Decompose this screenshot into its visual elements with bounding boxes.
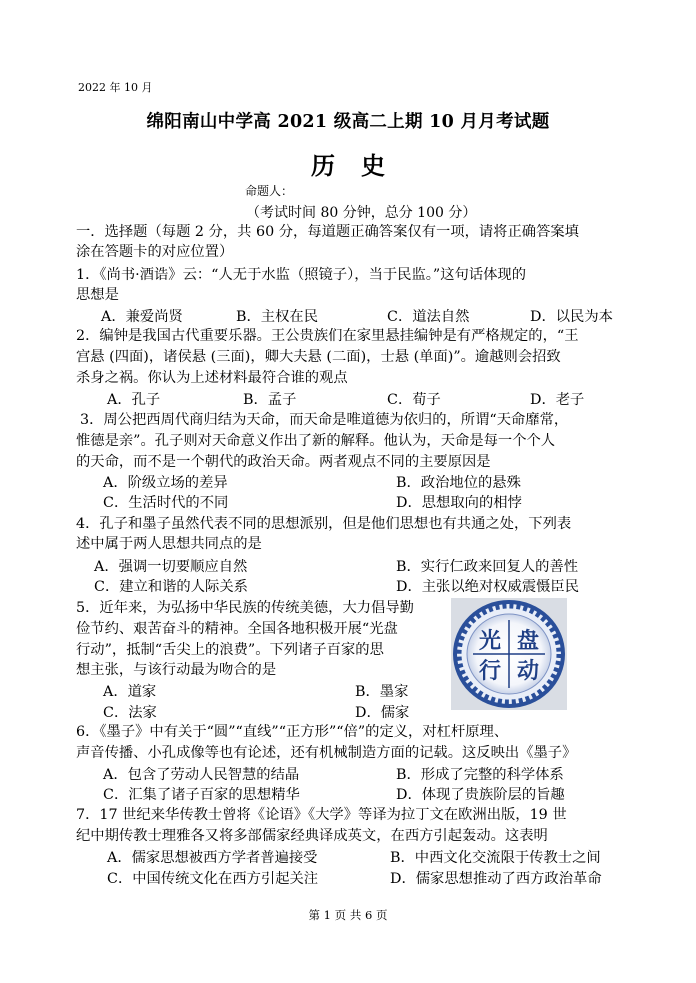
q4-stem-line1: 4．孔子和墨子虽然代表不同的思想派别，但是他们思想也有共通之处，下列表 [76, 516, 572, 532]
q2-stem-line1: 2．编钟是我国古代重要乐器。王公贵族们在家里悬挂编钟是有严格规定的，“王 [76, 328, 579, 344]
plate-char-1: 光 [478, 628, 502, 654]
q4-stem-line2: 述中属于两人思想共同点的是 [76, 536, 262, 552]
q4-option-a: A．强调一切要顺应自然 [94, 559, 248, 575]
q5-stem-line2: 俭节约、艰苦奋斗的精神。全国各地积极开展“光盘 [76, 621, 398, 637]
q5-stem-line4: 想主张，与该行动最为吻合的是 [76, 662, 277, 678]
q6-stem-line2: 声音传播、小孔成像等也有论述，还有机械制造方面的记载。这反映出《墨子》 [76, 745, 577, 761]
plate-char-4: 动 [516, 658, 540, 684]
q1-option-d: D．以民为本 [530, 309, 613, 325]
q7-stem-line2: 纪中期传教士理雅各又将多部儒家经典译成英文，在西方引起轰动。这表明 [76, 828, 548, 844]
q2-stem-line3: 杀身之祸。你认为上述材料最符合谁的观点 [76, 370, 348, 386]
exam-title: 绵阳南山中学高 2021 级高二上期 10 月月考试题 [146, 112, 550, 132]
plate-icon [451, 598, 567, 710]
guangpan-plate-image [451, 598, 567, 710]
q3-option-a: A．阶级立场的差异 [103, 475, 228, 491]
q5-stem-line3: 行动”，抵制“舌尖上的浪费”。下列诸子百家的思 [76, 642, 384, 658]
plate-char-3: 行 [478, 658, 502, 684]
q2-option-b: B．孟子 [243, 392, 297, 408]
q6-option-d: D．体现了贵族阶层的旨趣 [396, 787, 565, 803]
q2-stem-line2: 宫悬 (四面)，诸侯悬 (三面)，卿大夫悬 (二面)，士悬 (单面)”。逾越则会招致 [76, 349, 561, 365]
subject-title: 历史 [311, 151, 411, 180]
q3-option-c: C．生活时代的不同 [103, 495, 229, 511]
q7-option-d: D．儒家思想推动了西方政治革命 [390, 871, 602, 887]
q4-option-d: D．主张以绝对权威震慑臣民 [396, 579, 580, 595]
q5-option-a: A．道家 [103, 684, 157, 700]
q6-stem-line1: 6．《墨子》中有关于“圆”“直线”“正方形”“倍”的定义，对杠杆原理、 [76, 724, 509, 740]
q5-stem-line1: 5．近年来，为弘扬中华民族的传统美德，大力倡导勤 [76, 600, 414, 616]
q5-option-d: D．儒家 [355, 705, 410, 721]
q1-option-c: C．道法自然 [387, 309, 470, 325]
q2-option-c: C．荀子 [387, 392, 441, 408]
q1-stem-line2: 思想是 [76, 287, 119, 303]
q2-option-a: A．孔子 [107, 392, 161, 408]
q6-option-b: B．形成了完整的科学体系 [396, 767, 564, 783]
q3-stem-line3: 的天命，而不是一个朝代的政治天命。两者观点不同的主要原因是 [76, 454, 491, 470]
plate-char-2: 盘 [516, 628, 540, 654]
exam-date: 2022 年 10 月 [78, 81, 153, 94]
q3-stem-line2: 惟德是亲”。孔子则对天命意义作出了新的解释。他认为，天命是每一个个人 [76, 433, 556, 449]
q1-option-b: B．主权在民 [236, 309, 318, 325]
question-setter: 命题人： [245, 184, 294, 198]
q5-option-c: C．法家 [103, 705, 157, 721]
q3-stem-line1: 3．周公把西周代商归结为天命，而天命是唯道德为依归的，所谓“天命靡常， [80, 412, 569, 428]
q6-option-a: A．包含了劳动人民智慧的结晶 [103, 767, 300, 783]
q3-option-b: B．政治地位的悬殊 [396, 475, 521, 491]
q7-stem-line1: 7．17 世纪来华传教士曾将《论语》《大学》等译为拉丁文在欧洲出版，19 世 [76, 807, 567, 823]
q6-option-c: C．汇集了诸子百家的思想精华 [103, 787, 300, 803]
section-heading-line2: 涂在答题卡的对应位置） [76, 244, 234, 260]
section-heading-line1: 一．选择题（每题 2 分，共 60 分，每道题正确答案仅有一项，请将正确答案填 [76, 224, 579, 240]
q7-option-b: B．中西文化交流限于传教士之间 [390, 850, 601, 866]
q5-option-b: B．墨家 [355, 684, 409, 700]
q4-option-b: B．实行仁政来回复人的善性 [396, 559, 579, 575]
q1-option-a: A．兼爱尚贤 [101, 309, 183, 325]
q7-option-a: A．儒家思想被西方学者普遍接受 [107, 850, 318, 866]
page-footer: 第 1 页 共 6 页 [308, 908, 388, 922]
q7-option-c: C．中国传统文化在西方引起关注 [107, 871, 319, 887]
q1-stem-line1: 1．《尚书·酒诰》云：“人无于水监（照镜子），当于民监。”这句话体现的 [76, 267, 527, 283]
q4-option-c: C．建立和谐的人际关系 [94, 579, 248, 595]
exam-time-info: （考试时间 80 分钟，总分 100 分） [246, 205, 477, 221]
q3-option-d: D．思想取向的相悖 [396, 495, 522, 511]
q2-option-d: D．老子 [530, 392, 585, 408]
